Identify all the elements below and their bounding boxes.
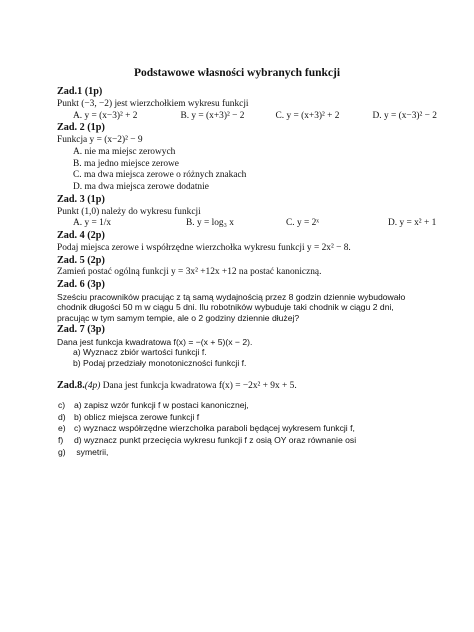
task-8-item-tag: d) xyxy=(58,411,66,422)
task-8-item-text: a) zapisz wzór funkcji f w postaci kanonicznej, xyxy=(74,399,249,410)
task-8-intro xyxy=(57,380,437,393)
task-1-text: Punkt (−3, −2) jest wierzchołkiem wykresu funkcji xyxy=(57,98,249,109)
task-2-header: Zad. 2 (1p) xyxy=(57,122,105,134)
task-6-header: Zad. 6 (3p) xyxy=(57,279,105,290)
page-title: Podstawowe własności wybranych funkcji xyxy=(133,67,341,79)
task-6-line-2: chodnik długości 50 m w ciągu 5 dni. Ilu robotników wybuduje taki chodnik w ciągu 2 dni, xyxy=(57,302,394,313)
task-2-text: Funkcja y = (x−2)² − 9 xyxy=(57,135,143,145)
task-7-item-b: b) Podaj przedziały monotoniczności funkcji f. xyxy=(73,358,247,369)
task-1-option-c: C. y = (x+3)² + 2 xyxy=(275,110,340,121)
task-8-item xyxy=(58,447,437,459)
task-8-item-tag: c) xyxy=(58,399,66,410)
task-8-item-text: d) wyznacz punkt przecięcia wykresu funkcji f z osią OY oraz równanie osi xyxy=(74,435,357,446)
task-3-header: Zad. 3 (1p) xyxy=(57,193,105,205)
task-3-text: Punkt (1,0) należy do wykresu funkcji xyxy=(57,206,201,217)
task-8-item-text: b) oblicz miejsca zerowe funkcji f xyxy=(74,411,200,422)
task-6-line-1: Sześciu pracowników pracując z tą samą wydajnością przez 8 godzin dziennie wybudowało xyxy=(57,291,406,302)
task-8-item xyxy=(58,423,437,435)
task-8-item xyxy=(58,435,437,447)
task-8-item-tag: f) xyxy=(58,435,64,446)
exercise-list xyxy=(57,86,437,459)
task-2-options xyxy=(57,147,437,194)
task-3-option-c: C. y = 2ˣ xyxy=(286,218,320,229)
task-1-header: Zad.1 (1p) xyxy=(57,86,103,97)
task-2-option-b: B. ma jedno miejsce zerowe xyxy=(73,158,179,169)
task-7-text: Dana jest funkcja kwadratowa f(x) = −(x + 5)(x − 2). xyxy=(57,336,253,347)
task-4-header: Zad. 4 (2p) xyxy=(57,230,105,241)
task-8-item-text: c) wyznacz współrzędne wierzchołka paraboli będącej wykresem funkcji f, xyxy=(74,423,355,434)
task-5-header: Zad. 5 (2p) xyxy=(57,254,105,266)
task-3-option-b: B. y = log₃ x xyxy=(186,218,234,229)
task-5-text: Zamień postać ogólną funkcji y = 3x² +12x +12 na postać kanoniczną. xyxy=(57,267,322,278)
task-8-item xyxy=(58,412,437,424)
task-1-option-d: D. y = (x−3)² − 2 xyxy=(372,110,437,121)
task-4-text: Podaj miejsca zerowe i współrzędne wierzchołka wykresu funkcji y = 2x² − 8. xyxy=(57,242,351,253)
task-8-items xyxy=(57,400,437,459)
task-3-option-a: A. y = 1/x xyxy=(73,218,112,229)
task-8-item-tag: e) xyxy=(58,423,66,434)
task-7-items xyxy=(57,347,437,368)
task-7-item-a: a) Wyznacz zbiór wartości funkcji f. xyxy=(73,347,207,358)
task-8-text: Dana jest funkcja kwadratowa f(x) = −2x² + 9x + 5. xyxy=(100,380,297,391)
task-2-option-c: C. ma dwa miejsca zerowe o różnych znakach xyxy=(73,170,247,181)
task-8-item xyxy=(58,400,437,412)
task-2-option-a: A. nie ma miejsc zerowych xyxy=(73,146,176,157)
task-3-option-d: D. y = x² + 1 xyxy=(388,218,437,229)
task-7-header: Zad. 7 (3p) xyxy=(57,323,105,335)
task-1-options xyxy=(57,111,437,123)
task-1-option-b: B. y = (x+3)² − 2 xyxy=(180,110,245,121)
task-2-option-d: D. ma dwa miejsca zerowe dodatnie xyxy=(73,182,209,192)
task-8-header: Zad.8. xyxy=(57,379,85,391)
task-6-line-3: pracując w tym samym tempie, ale o 2 godziny dziennie dłużej? xyxy=(57,313,300,324)
task-8-points: (4p) xyxy=(84,380,101,391)
task-8-item-tag: g) xyxy=(58,447,66,458)
task-3-options xyxy=(57,218,437,230)
task-8-item-text: symetrii, xyxy=(74,447,109,458)
task-1-option-a: A. y = (x−3)² + 2 xyxy=(73,110,138,121)
